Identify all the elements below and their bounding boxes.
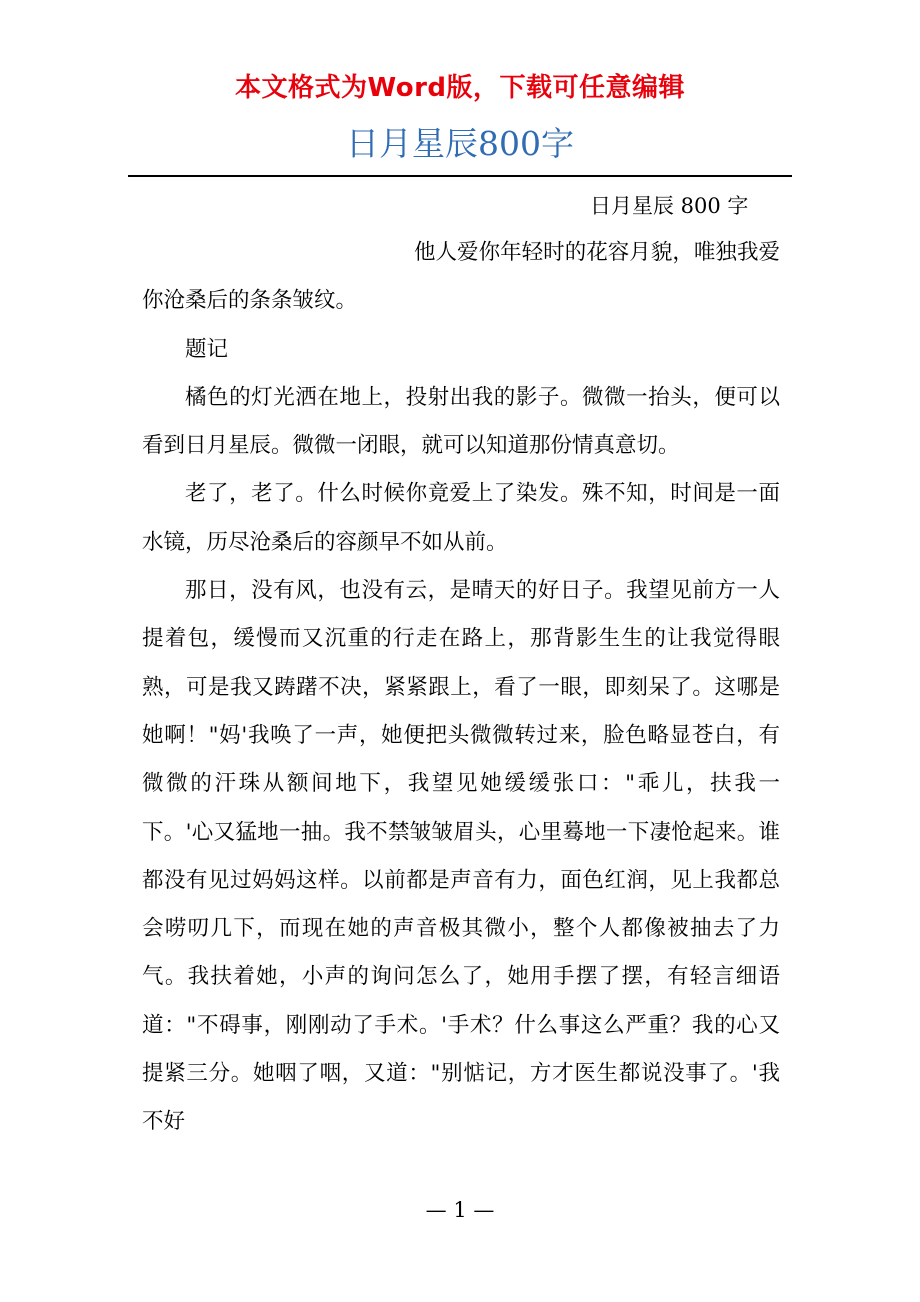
paragraph: 那日，没有风，也没有云，是晴天的好日子。我望见前方一人提着包，缓慢而又沉重的行走在路上，那背影生生的让我觉得眼熟，可是我又踌躇不决，紧紧跟上，看了一眼，即刻呆了。这哪是她啊！"妈'我唤了一声，她便把头微微转过来，脸色略显苍白，有微微的汗珠从额间地下，我望见她缓缓张口："乖儿，扶我一下。'心又猛地一抽。我不禁皱皱眉头，心里蓦地一下凄怆起来。谁都没有见过妈妈这样。以前都是声音有力，面色红润，见上我都总会唠叨几下，而现在她的声音极其微小，整个人都像被抽去了力气。我扶着她，小声的询问怎么了，她用手摆了摆，有轻言细语道："不碍事，刚刚动了手术。'手术？什么事这么严重？我的心又提紧三分。她咽了咽，又道："别惦记，方才医生都说没事了。'我不好 [142,578,780,1135]
article-subtitle: 日月星辰 800 字 [590,194,749,218]
paragraph: 老了，老了。什么时候你竟爱上了染发。殊不知，时间是一面水镜，历尽沧桑后的容颜早不如从前。 [142,481,780,555]
article-body [142,229,780,1147]
document-title: 日月星辰800字 [346,124,574,163]
epigraph-label: 题记 [185,336,229,362]
page-number: — 1 — [425,1198,495,1222]
epigraph: 他人爱你年轻时的花容月貌，唯独我爱你沧桑后的条条皱纹。 [142,240,780,314]
paragraph: 橘色的灯光洒在地上，投射出我的影子。微微一抬头，便可以看到日月星辰。微微一闭眼，就可以知道那份情真意切。 [142,384,780,459]
title-divider [128,175,792,177]
download-banner: 本文格式为Word版，下载可任意编辑 [234,73,686,103]
